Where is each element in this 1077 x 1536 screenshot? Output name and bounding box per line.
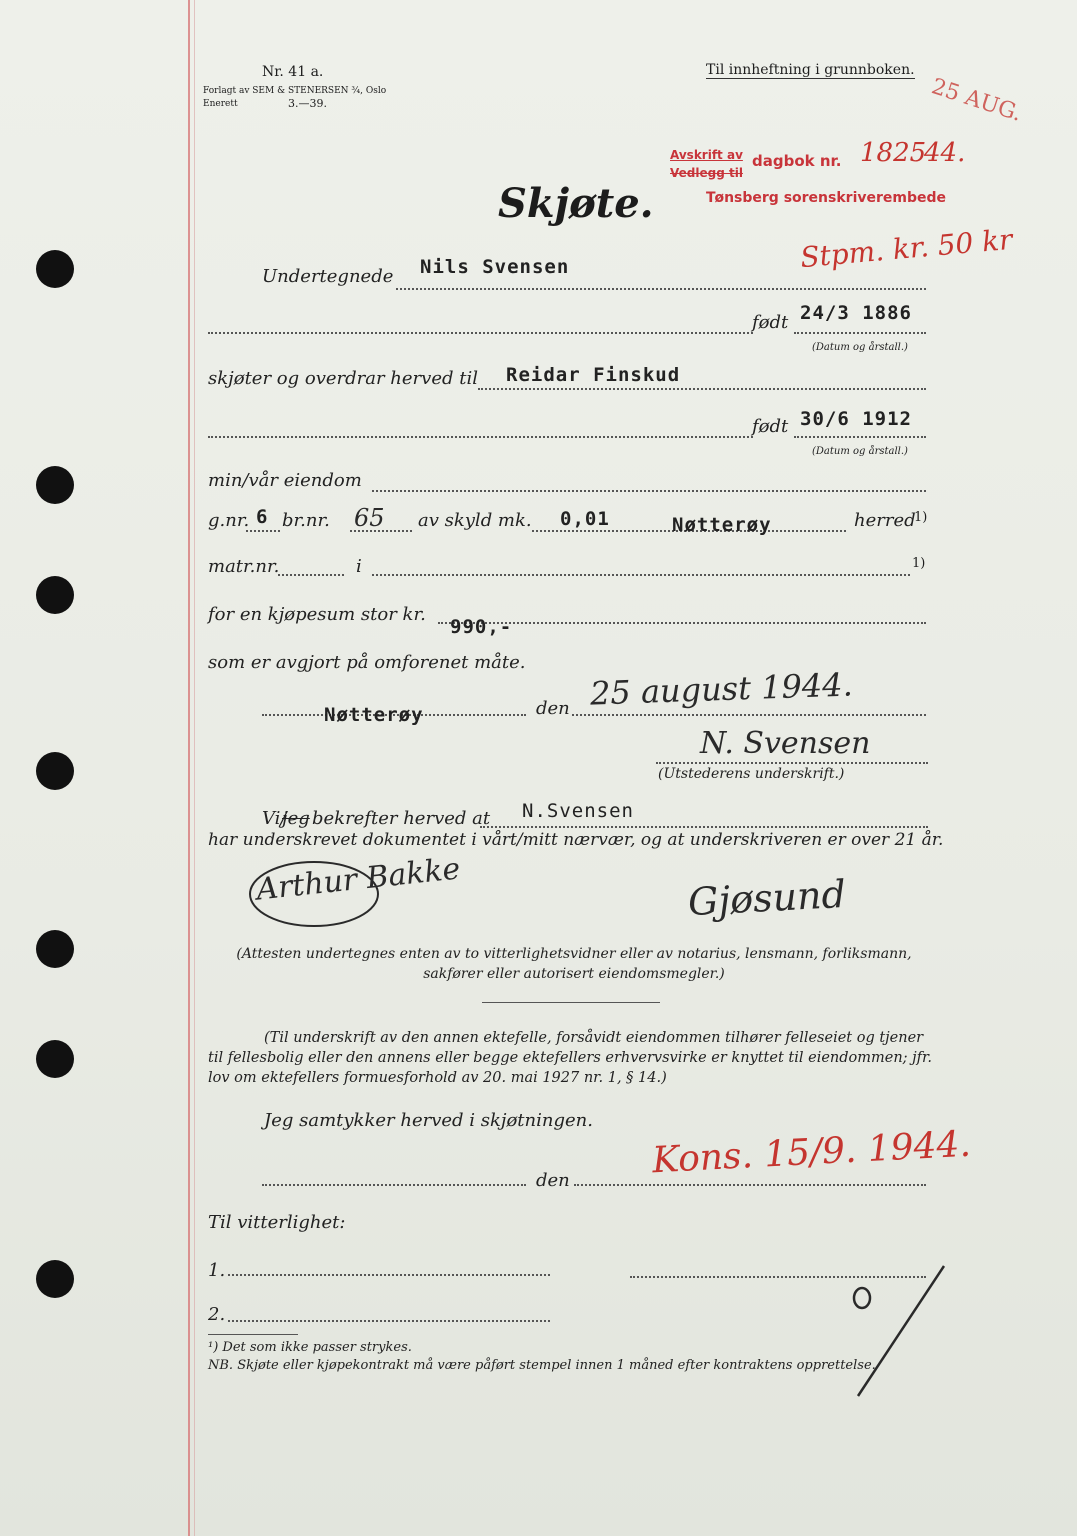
witness-signer-line (480, 826, 928, 828)
form-number: Nr. 41 a. (262, 64, 324, 80)
footnote-rule (208, 1334, 298, 1335)
stamp-year-suffix: 44. (924, 138, 966, 168)
matr-i-label: i (356, 556, 362, 577)
buyer-label: skjøter og overdrar herved til (208, 368, 478, 389)
stamp-line-2: Vedlegg til (670, 166, 743, 180)
witness1-loop (246, 856, 386, 936)
vitterlighet-number-2: 2. (208, 1304, 226, 1325)
herred-footnote: 1) (914, 510, 928, 525)
matr-label: matr.nr. (208, 556, 280, 577)
buyer-born-label: født (752, 416, 789, 437)
received-date-stamp: 25 AUG. (928, 74, 1025, 127)
price-label: for en kjøpesum stor kr. (208, 604, 426, 625)
buyer-name: Reidar Finskud (506, 364, 681, 386)
punch-hole (36, 576, 74, 614)
buyer-born-date: 30/6 1912 (800, 408, 912, 430)
fee-note: Stpm. kr. 50 kr (798, 222, 1014, 275)
seller-label: Undertegnede (262, 266, 394, 287)
vitterlighet-label: Til vitterlighet: (208, 1212, 346, 1233)
seller-extra-line (208, 332, 753, 334)
signing-date-line (572, 714, 926, 716)
signing-date-handwritten: 25 august 1944. (589, 665, 854, 713)
issuer-signature: N. Svensen (700, 726, 871, 761)
form-date-code: 3.—39. (288, 97, 327, 110)
gnr-label: g.nr. (208, 510, 250, 531)
bnr-value: 65 (354, 504, 385, 532)
punch-hole (36, 1040, 74, 1078)
spouse-den-label: den (536, 1170, 570, 1191)
settled-text: som er avgjort på omforenet måte. (208, 652, 526, 673)
witness-line-1a (228, 1274, 550, 1276)
stamp-dagbok-number: 1825 (860, 138, 927, 168)
stamp-office: Tønsberg sorenskriverembede (706, 190, 947, 206)
matr-footnote: 1) (912, 556, 926, 571)
seller-name: Nils Svensen (420, 256, 570, 278)
gnr-line (246, 530, 280, 532)
margin-rule (188, 0, 190, 1536)
seller-born-label: født (752, 312, 789, 333)
spouse-date-line (574, 1184, 926, 1186)
spouse-note: (Til underskrift av den annen ektefelle, forsåvidt eiendommen tilhører felleseiet og tjener til fellesbolig eller den annens eller begge ektefellers erhvervsvirke er knyttet til eiendommen; jfr. lov om ektefellers formuesforhold av 20. mai 1927 nr. 1, § 14.) (208, 1030, 932, 1086)
seller-name-line (396, 288, 926, 290)
skyld-value: 0,01 (560, 508, 610, 530)
document-title: Skjøte. (498, 180, 654, 227)
skyld-label: av skyld mk. (418, 510, 532, 531)
punch-hole (36, 930, 74, 968)
stamp-line-1: Avskrift av (670, 148, 743, 162)
buyer-extra-line (208, 436, 753, 438)
property-label: min/vår eiendom (208, 470, 362, 491)
stamp-dagbok-label: dagbok nr. (752, 152, 842, 170)
herred-label: herred (854, 510, 916, 531)
witness-signer: N.Svensen (522, 800, 634, 822)
attest-rule (482, 1002, 660, 1003)
punch-hole (36, 752, 74, 790)
buyer-born-line (794, 436, 926, 438)
witness2-signature: Gjøsund (686, 871, 847, 925)
vitterlighet-number-1: 1. (208, 1260, 226, 1281)
punch-hole (36, 1260, 74, 1298)
footnote-1: ¹) Det som ikke passer strykes. (208, 1340, 412, 1355)
signature-line (656, 762, 928, 764)
seller-date-hint: (Datum og årstall.) (812, 342, 908, 353)
spouse-place-line (262, 1184, 526, 1186)
spouse-handwritten-date: Kons. 15/9. 1944. (651, 1123, 972, 1182)
signing-den-label: den (536, 698, 570, 719)
gnr-value: 6 (256, 506, 269, 528)
buyer-date-hint: (Datum og årstall.) (812, 446, 908, 457)
spouse-consent: Jeg samtykker herved i skjøtningen. (264, 1110, 593, 1131)
witness-line1-text: bekrefter herved at (312, 808, 491, 829)
price-value: 990,- (450, 616, 513, 638)
witness-line2: har underskrevet dokumentet i vårt/mitt nærvær, og at underskriveren er over 21 år. (208, 830, 944, 850)
witness-prefix: Vi/ (262, 808, 287, 829)
pen-mark (840, 1260, 950, 1410)
buyer-name-line (478, 388, 926, 390)
matr-line (278, 574, 344, 576)
signing-place: Nøtterøy (324, 704, 424, 726)
seller-born-line (794, 332, 926, 334)
witness1-signature: Arthur Bakke (254, 851, 462, 908)
witness-line-2a (228, 1320, 550, 1322)
attest-note: (Attesten undertegnes enten av to vitterlighetsvidner eller av notarius, lensmann, forliksmann, sakfører eller autorisert eiendomsmegler.) (236, 946, 912, 982)
matr-i-line (372, 574, 910, 576)
herred-value: Nøtterøy (672, 514, 772, 536)
property-line (372, 490, 926, 492)
witness-strike: jeg (282, 808, 310, 829)
bnr-label: br.nr. (282, 510, 330, 531)
filing-note: Til innheftning i grunnboken. (706, 62, 915, 78)
punch-hole (36, 466, 74, 504)
exclusive-line: Enerett (203, 99, 238, 109)
signature-caption: (Utstederens underskrift.) (658, 766, 845, 782)
footnote-nb: NB. Skjøte eller kjøpekontrakt må være påført stempel innen 1 måned efter kontraktens opprettelse. (208, 1358, 876, 1373)
margin-rule-secondary (194, 0, 195, 1536)
seller-born-date: 24/3 1886 (800, 302, 912, 324)
publisher-line: Forlagt av SEM & STENERSEN ¾, Oslo (203, 86, 387, 96)
punch-hole (36, 250, 74, 288)
